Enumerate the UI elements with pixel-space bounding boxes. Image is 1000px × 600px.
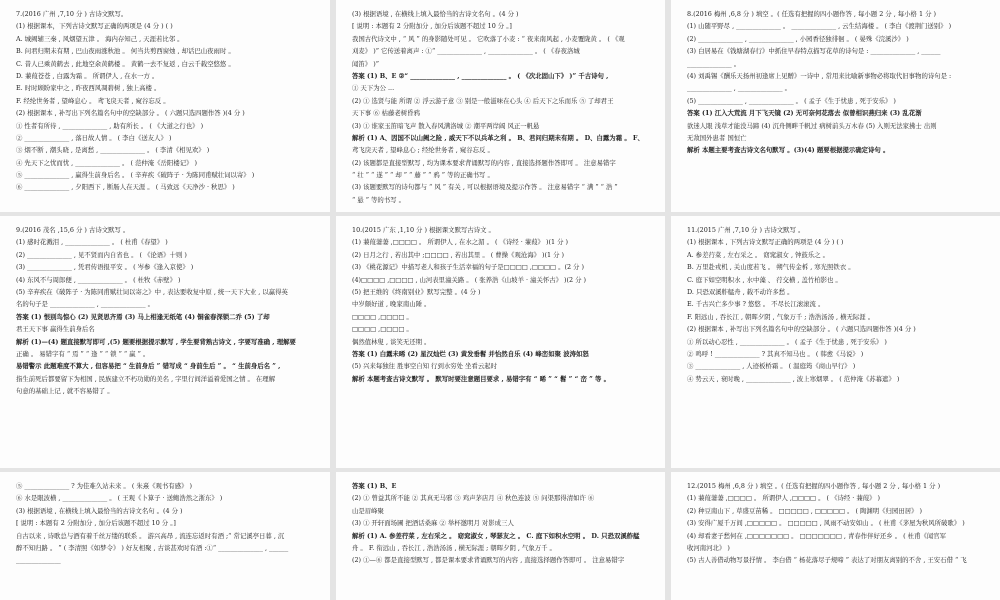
- text-line: (2) 根据课本 , 补写出下列名篇名句中的空缺部分 。 ( 六题只选四题作答 )(4 分 ): [687, 325, 916, 334]
- text-line: F. 经纶世务者 , 望峰息心 。 鸢飞戾天者 , 窥谷忘反 。: [16, 96, 170, 105]
- text-line: ______________ 。: [687, 59, 741, 68]
- text-line: (3) 根据语境 , 在横线上填入最恰当的古诗文名句 。(4 分 ): [352, 10, 519, 18]
- text-line: 山是眉峰聚: [352, 506, 384, 515]
- text-line: 鸢飞戾天者 , 望峰息心 ; 经纶世务者 , 窥谷忘反 。: [352, 146, 494, 155]
- text-line: 闻笛》 )”: [352, 59, 379, 68]
- text-line: (2) ______________ , 见不贤而内自省也 。 ( 《论语》十则 ): [16, 250, 187, 259]
- text-line: 解析 (1)—(4) 题直接默写即可 ,(5) 题要根据提示默写 , 学生要背熟古诗文 , 字要写准确 , 理解要: [16, 337, 296, 346]
- text-line: (2) ①—⑥ 都是直接型默写 , 都是课本要求背诵默写的内容 , 直接选择题作答即可 。 注意易错字: [352, 556, 625, 565]
- text-line: 指生前死后都要留下为相国 , 民族建立不朽功勋的美名 , 字里行间洋溢着爱国之情 。 在理解: [16, 374, 276, 383]
- text-line: [ 说明 : 本题有 2 分附加分 , 加分后该题不超过 10 分 。]: [16, 519, 176, 528]
- text-line: 12.(2015 梅州 ,6,8 分 ) 填空 。( 任选有把握的四小题作答 , 每小题 2 分 , 每小格 1 分 ): [687, 482, 941, 490]
- text-line: 11.(2015 广州 ,7,10 分 ) 古诗文默写 。: [687, 226, 805, 234]
- text-line: C. 庭下如空明积水 , 水中藻 、 荇交横 , 盖竹柏影也 。: [687, 275, 842, 284]
- text-line: (4)□□□□ ,□□□□ , 山河表里潼关路 。 ( 张养浩《山坡羊 · 潼关怀古》 )(2 分 ): [352, 275, 587, 284]
- text-line: E. 千古兴亡多少事 ? 悠悠 。 不尽长江滚滚流 。: [687, 300, 825, 309]
- text-line: 舟 。 F. 衔远山 , 吞长江 , 浩浩汤汤 , 横无际涯 ; 朝晖夕阴 , 气象万千 。: [352, 543, 556, 552]
- text-line: (4) 东风不与周郎便 , ______________ 。 ( 杜牧《赤壁》 ): [16, 275, 181, 284]
- text-line: 我国古代诗文中 , “ 风 ” 的身影随处可见 。 它吹落了小麦 : “ 夜来南风起 , 小麦覆陇黄 。 ( 《观: [352, 34, 625, 43]
- text-line: (3) ① 谁家玉笛暗飞声 散入春风满洛城 ② 潮平两岸阔 风正一帆悬: [352, 121, 540, 130]
- text-line: ______________ , ______________ 。: [687, 84, 791, 93]
- text-line: “ 悬 ” 等的书写 。: [352, 195, 406, 204]
- text-line: ④ 先天下之忧而忧 , ______________ 。 ( 范仲淹《岳阳楼记》 ): [16, 158, 198, 167]
- text-line: D. 只恐双溪舴艋舟 , 载不动许多愁 。: [687, 287, 794, 296]
- text-line: B. 万里赴戎机 , 关山度若飞 。 朔气传金柝 , 寒光照铁衣 。: [687, 263, 855, 272]
- text-line: (2) ① 选贤与能 所谓 ② 浮云游子意 ③ 别是一般滋味在心头 ④ 后天下之乐而乐 ⑤ 了却君王: [352, 96, 614, 105]
- text-line: (3) ① 开轩面场圃 把酒话桑麻 ② 举杯邀明月 对影成三人: [352, 519, 514, 528]
- document-page: [0, 472, 330, 600]
- text-line: 正确 。 易错字有 “ 焉 ” “ 逢 ” “ 锁 ” “ 赢 ” 。: [16, 349, 150, 358]
- text-line: (1) 蒹葭萋萋 ,□□□□ 。 所谓伊人 , 在水之湄 。 ( 《诗经 · 蒹葭》 )(1 分 ): [352, 238, 568, 247]
- text-line: (3) 安得广厦千万间 ,□□□□□ 。 □□□□□ , 风雨不动安如山 。 ( 杜甫《茅屋为秋风所破歌》 ): [687, 519, 965, 528]
- text-line: ① 所以动心忍性 , ______________ 。 ( 孟子《生于忧患 , 死于安乐》 ): [687, 337, 887, 346]
- text-line: B. 问君归期未有期 , 巴山夜雨涨秋池 。 何当共剪西窗烛 , 却话巴山夜雨时 。: [16, 47, 235, 56]
- text-line: (5) 兴来每独往 胜事空自知 行到水穷处 坐看云起时: [352, 362, 497, 371]
- document-page: [0, 216, 330, 468]
- text-line: F. 阳远山 , 吞长江 , 朝晖夕阴 , 气象万千 ; 浩浩汤汤 , 横无际涯 。: [687, 312, 875, 321]
- text-line: 句意的基础上记 , 就不容易错了 。: [16, 387, 114, 396]
- text-line: ② ______________ , 落日故人情 。 ( 李白《送友人》 ): [16, 133, 172, 142]
- text-line: 答案 (1) 江入大荒流 月下飞天镜 (2) 无可奈何花落去 似曾相识燕归来 (3) 乱花渐: [687, 109, 922, 118]
- text-line: E. 时时顾盼家中之 , 昨夜西风凋碧树 , 独上高楼 。: [16, 84, 161, 93]
- text-line: 名的句子是 ______________ , ______________ 。: [16, 300, 154, 309]
- text-line: 7.(2016 广州 ,7,10 分 ) 古诗文默写。: [16, 10, 128, 18]
- text-line: ⑤ ______________ ? 为佳难久站未来 。 ( 朱熹《观书有感》 ): [16, 482, 193, 490]
- text-line: 8.(2016 梅州 ,6,8 分 ) 填空 。( 任选有把握的四小题作答 , 每小题 2 分 , 每小格 1 分 ): [687, 10, 936, 18]
- text-line: 解析 (1) A、因国不以山阙之险 , 威天下不以兵革之利 。 B、君问归期未有期 。 D、白露为霜 。 F、: [352, 133, 644, 142]
- text-line: ② 鸣呼 ! ______________ ? 其真不知马也 。 ( 韩愈《马说》 ): [687, 349, 864, 358]
- text-line: (2) 根据课本 , 补写出下列名篇名句中的空缺部分 。 ( 六题只选四题作答 )(4 分 ): [16, 109, 245, 118]
- text-line: 9.(2016 茂名 ,15,6 分 ) 古诗文默写 。: [16, 226, 130, 234]
- text-line: 偶然值林叟 , 谈笑无还期 。: [352, 337, 431, 346]
- text-line: (2) ① 曾益其所不能 ② 其真无马邪 ③ 鸡声茅店月 ④ 秋色连波 ⑤ 问渠那得清如许 ⑥: [352, 494, 595, 503]
- text-line: ① 天下为公 ...: [352, 84, 395, 93]
- text-line: 答案 (1) B、E: [352, 482, 397, 490]
- text-line: (5) ______________ , ______________ 。 ( 孟子《生于忧患 , 死于安乐》 ): [687, 96, 896, 105]
- text-line: (3) 白居易在《钱塘湖春行》中抓住早春特点描写花草的诗句是 : ______________ , ______: [687, 47, 941, 56]
- text-line: ⑤ ______________ , 赢得生前身后名 。 ( 辛弃疾《破阵子 · 为陈同甫赋壮词以寄》 ): [16, 171, 255, 180]
- text-line: 君王天下事 赢得生前身后名: [16, 325, 95, 334]
- text-line: (2) 日月之行 , 若出其中 ;□□□□ , 若出其里 。 ( 曹操《观沧海》 )(1 分 ): [352, 250, 565, 259]
- document-page: [336, 472, 665, 600]
- text-line: (3) ______________ , 凭君传语报平安 。 ( 岑参《逢入京使》 ): [16, 263, 194, 272]
- text-line: 无敌国外患者 国恒亡: [687, 133, 747, 142]
- text-line: □□□□ ,□□□□ 。: [352, 325, 413, 334]
- text-line: (2) 种豆南山下 , 草盛豆苗稀 。 □□□□□ , □□□□□ 。 ( 陶渊明《归园田居》 ): [687, 506, 923, 515]
- text-line: (3) 根据语境 , 在横线上填入最恰当的古诗文名句 。(4 分 ): [16, 506, 183, 515]
- text-line: D. 蒹葭苍苍 , 白露为霜 。 所谓伊人 , 在水一方 。: [16, 71, 159, 80]
- text-line: (3) 《桃花源记》中描写老人和孩子生活幸福的句子是□□□□ ,□□□□ 。(2 分 ): [352, 263, 584, 272]
- text-line: ③ 烟不断 , 潮头晓 , 是离愁 , ______________ 。 ( 李清《相见欢》 ): [16, 146, 210, 155]
- text-line: ③ ______________ , 人迹板桥霜 。 ( 温庭筠《商山早行》 ): [687, 362, 856, 371]
- text-line: 收河南河北》 ): [687, 543, 730, 552]
- text-line: 10.(2015 广东 ,1,10 分 ) 根据课文默写古诗文 。: [352, 226, 495, 234]
- document-page: [336, 0, 665, 212]
- text-line: ① 性者有所待 , ______________ , 助有所长 。 ( 《大道之行也》 ): [16, 121, 204, 130]
- text-line: ④ 势云天 , 衰时晚 , ______________ , 波上寒烟翠 。 ( 范仲淹《苏幕遮》 ): [687, 374, 900, 383]
- text-line: 刈麦》 )” 它传送着离声 : ①“ ______________ , ______________ 。 ( 《春夜洛城: [352, 47, 580, 56]
- text-line: 中岁颇好道 , 晚家南山陲 。: [352, 300, 431, 309]
- text-line: 欲迷人眼 浅草才能没马蹄 (4) 沉舟侧畔千帆过 病树前头万木春 (5) 入则无法家拂士 出则: [687, 121, 937, 130]
- text-line: 自古以来 , 诗歌总与酒有着千丝万缕的联系 。 游兴高昂 , 流连忘返时有酒 ;“ 常记溪亭日暮 , 沉: [16, 531, 285, 540]
- text-line: 醉不知归路 。 ” ( 李清照《如梦令》 ) 好友相聚 , 古谈甚欢时有酒 :①“ ______________ , ______: [16, 543, 289, 552]
- text-line: (1) 蒹葭萋萋 ,□□□□ 。 所谓伊人 ,□□□□ 。 ( 《诗经 · 蒹葭》 ): [687, 494, 881, 503]
- text-line: ______________: [16, 556, 61, 565]
- text-line: (3) 该题要默写的诗句都与 “ 风 ” 有关 , 可以根据语境及提示作答 。 注意易错字 “ 满 ” “ 浩 ”: [352, 183, 618, 192]
- document-page: [671, 0, 1000, 212]
- text-line: (5) 古人善借动物写景抒情 。 李白借 “ 杨花落尽子规啼 ” 表达了对朋友离别的不舍 , 王安石借 “ 飞: [687, 556, 967, 565]
- text-line: (1) 根据课本 , 下列古诗文默写正确的两项是 (4 分 ) ( ): [687, 238, 844, 247]
- text-line: [ 说明 : 本题有 2 分附加分 , 加分后该题不超过 10 分 。]: [352, 22, 512, 31]
- text-line: 答案 (1) B、E ②“ ______________ , ______________ 。 ( 《次北固山下》 )” 千古诗句 ,: [352, 71, 609, 80]
- text-line: C. 昔人已乘黄鹤去 , 此地空余黄鹤楼 。 黄鹤一去不复返 , 白云千载空悠悠 。: [16, 59, 235, 68]
- text-line: 答案 (1) 恨别鸟惊心 (2) 见贤思齐焉 (3) 马上相逢无纸笔 (4) 铜雀春深锁二乔 (5) 了却: [16, 312, 270, 321]
- text-line: A. 城阙辅三秦 , 风烟望五津 。 海内存知己 , 天涯若比邻 。: [16, 34, 184, 43]
- text-line: 解析 (1) A. 参差荇菜 , 左右采之 。 窈窕淑女 , 琴瑟友之 。 C. 庭下如积水空明 。 D. 只恐双溪舴艋: [352, 531, 640, 540]
- text-line: (1) 山随平野尽 , ______________ 。 ______________ , 云生结海楼 。 ( 李白《渡荆门送别》 ): [687, 22, 952, 31]
- document-page: [671, 472, 1000, 600]
- text-line: (1) 根据课本，下列古诗文默写正确的两项是 (4 分 ) ( ): [16, 22, 173, 31]
- text-line: (1) 感时花溅泪 , ______________ 。 ( 杜甫《春望》 ): [16, 238, 168, 247]
- text-line: “ 壮 ” “ 遂 ” “ 却 ” “ 藤 ” “ 鸦 ” 等的正确书写 。: [352, 171, 494, 180]
- text-line: (2) 该题都是直接型默写 , 均为课本要求背诵默写的内容 , 直接选择题作答即可 。 注意易错字: [352, 158, 616, 167]
- text-line: (2) ______________ , ______________ , 小园香径独徘徊 。 ( 晏殊《浣溪沙》 ): [687, 34, 909, 43]
- document-page: [0, 0, 330, 212]
- text-line: 解析 本题考查古诗文默写 。 默写时要注意题目要求 , 易错字有 “ 晞 ” “ 髫 ” “ 峦 ” 等 。: [352, 374, 610, 383]
- text-line: ⑥ 水是眼波横 , ______________ 。 ( 王观《卜算子 · 送鲍浩然之浙东》 ): [16, 494, 223, 503]
- text-line: A. 参差荇菜 , 左右采之 。 窈窕淑女 , 钟鼓乐之 。: [687, 250, 829, 259]
- text-line: 答案 (1) 白露未晞 (2) 星汉灿烂 (3) 黄发垂髫 并怡然自乐 (4) 峰峦如聚 波涛如怒: [352, 349, 589, 358]
- text-line: □□□□ ,□□□□ 。: [352, 312, 413, 321]
- text-line: 易错警示 此题难度不算大 , 但容易把 “ 生前身后 ” 错写成 “ 身前生后 ” 。 “ 生前身后名 ” ,: [16, 362, 281, 371]
- text-line: (5) 把王维的《终南别业》默写完整 。(4 分 ): [352, 287, 481, 296]
- document-page: [336, 216, 665, 468]
- text-line: 解析 本题主要考查古诗文名句默写 。(3)(4) 题要根据提示确定诗句 。: [687, 146, 890, 155]
- text-line: (5) 辛弃疾在《破阵子 · 为陈同甫赋壮词以寄之》中 , 表达要收复中原 , 统一天下大业 , 以赢得英: [16, 287, 288, 296]
- text-line: 天下事 ⑥ 枯藤老树昏鸦: [352, 109, 420, 118]
- text-line: (4) 却看妻子愁何在 ,□□□□□□□ 。 □□□□□□□ , 青春作伴好还乡 。 ( 杜甫《闻官军: [687, 531, 947, 540]
- text-line: (4) 刘禹锡《酬乐天扬州初逢席上见赠》一诗中 , 常用来比喻新事物必将取代旧事物的诗句是 :: [687, 71, 952, 80]
- text-line: ⑥ ______________ , 夕阳西下 , 断肠人在天涯 。 ( 马致远《天净沙 · 秋思》 ): [16, 183, 235, 192]
- document-page: [671, 216, 1000, 468]
